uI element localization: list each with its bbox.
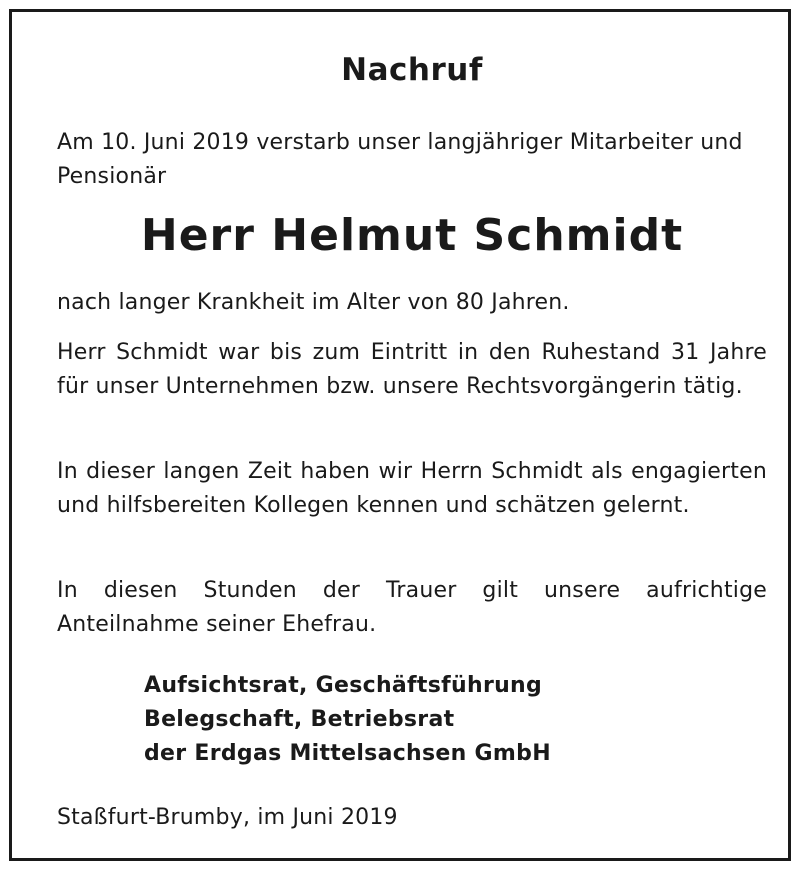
appreciation-text: In dieser langen Zeit haben wir Herrn Schmidt als engagierten und hilfsbereiten Kollegen kennen und schätzen gelernt. [57,459,767,518]
cause-text: nach langer Krankheit im Alter von 80 Jahren. [57,290,570,315]
signers-block [144,669,551,771]
obituary-heading: Nachruf [341,52,483,88]
intro-text: Am 10. Juni 2019 verstarb unser langjähriger Mitarbeiter und Pensionär [57,130,743,189]
signer-line: Belegschaft, Betriebsrat [144,707,455,732]
signer-line: Aufsichtsrat, Geschäftsführung [144,673,543,698]
career-text: Herr Schmidt war bis zum Eintritt in den Ruhestand 31 Jahre für unser Unternehmen bzw. unsere Rechtsvorgängerin tätig. [57,340,767,399]
signer-line: der Erdgas Mittelsachsen GmbH [144,741,551,766]
place-date: Staßfurt-Brumby, im Juni 2019 [57,805,398,830]
deceased-name: Herr Helmut Schmidt [140,210,684,261]
obituary-frame [9,9,791,861]
condolence-text: In diesen Stunden der Trauer gilt unsere aufrichtige Anteilnahme seiner Ehefrau. [57,578,767,637]
